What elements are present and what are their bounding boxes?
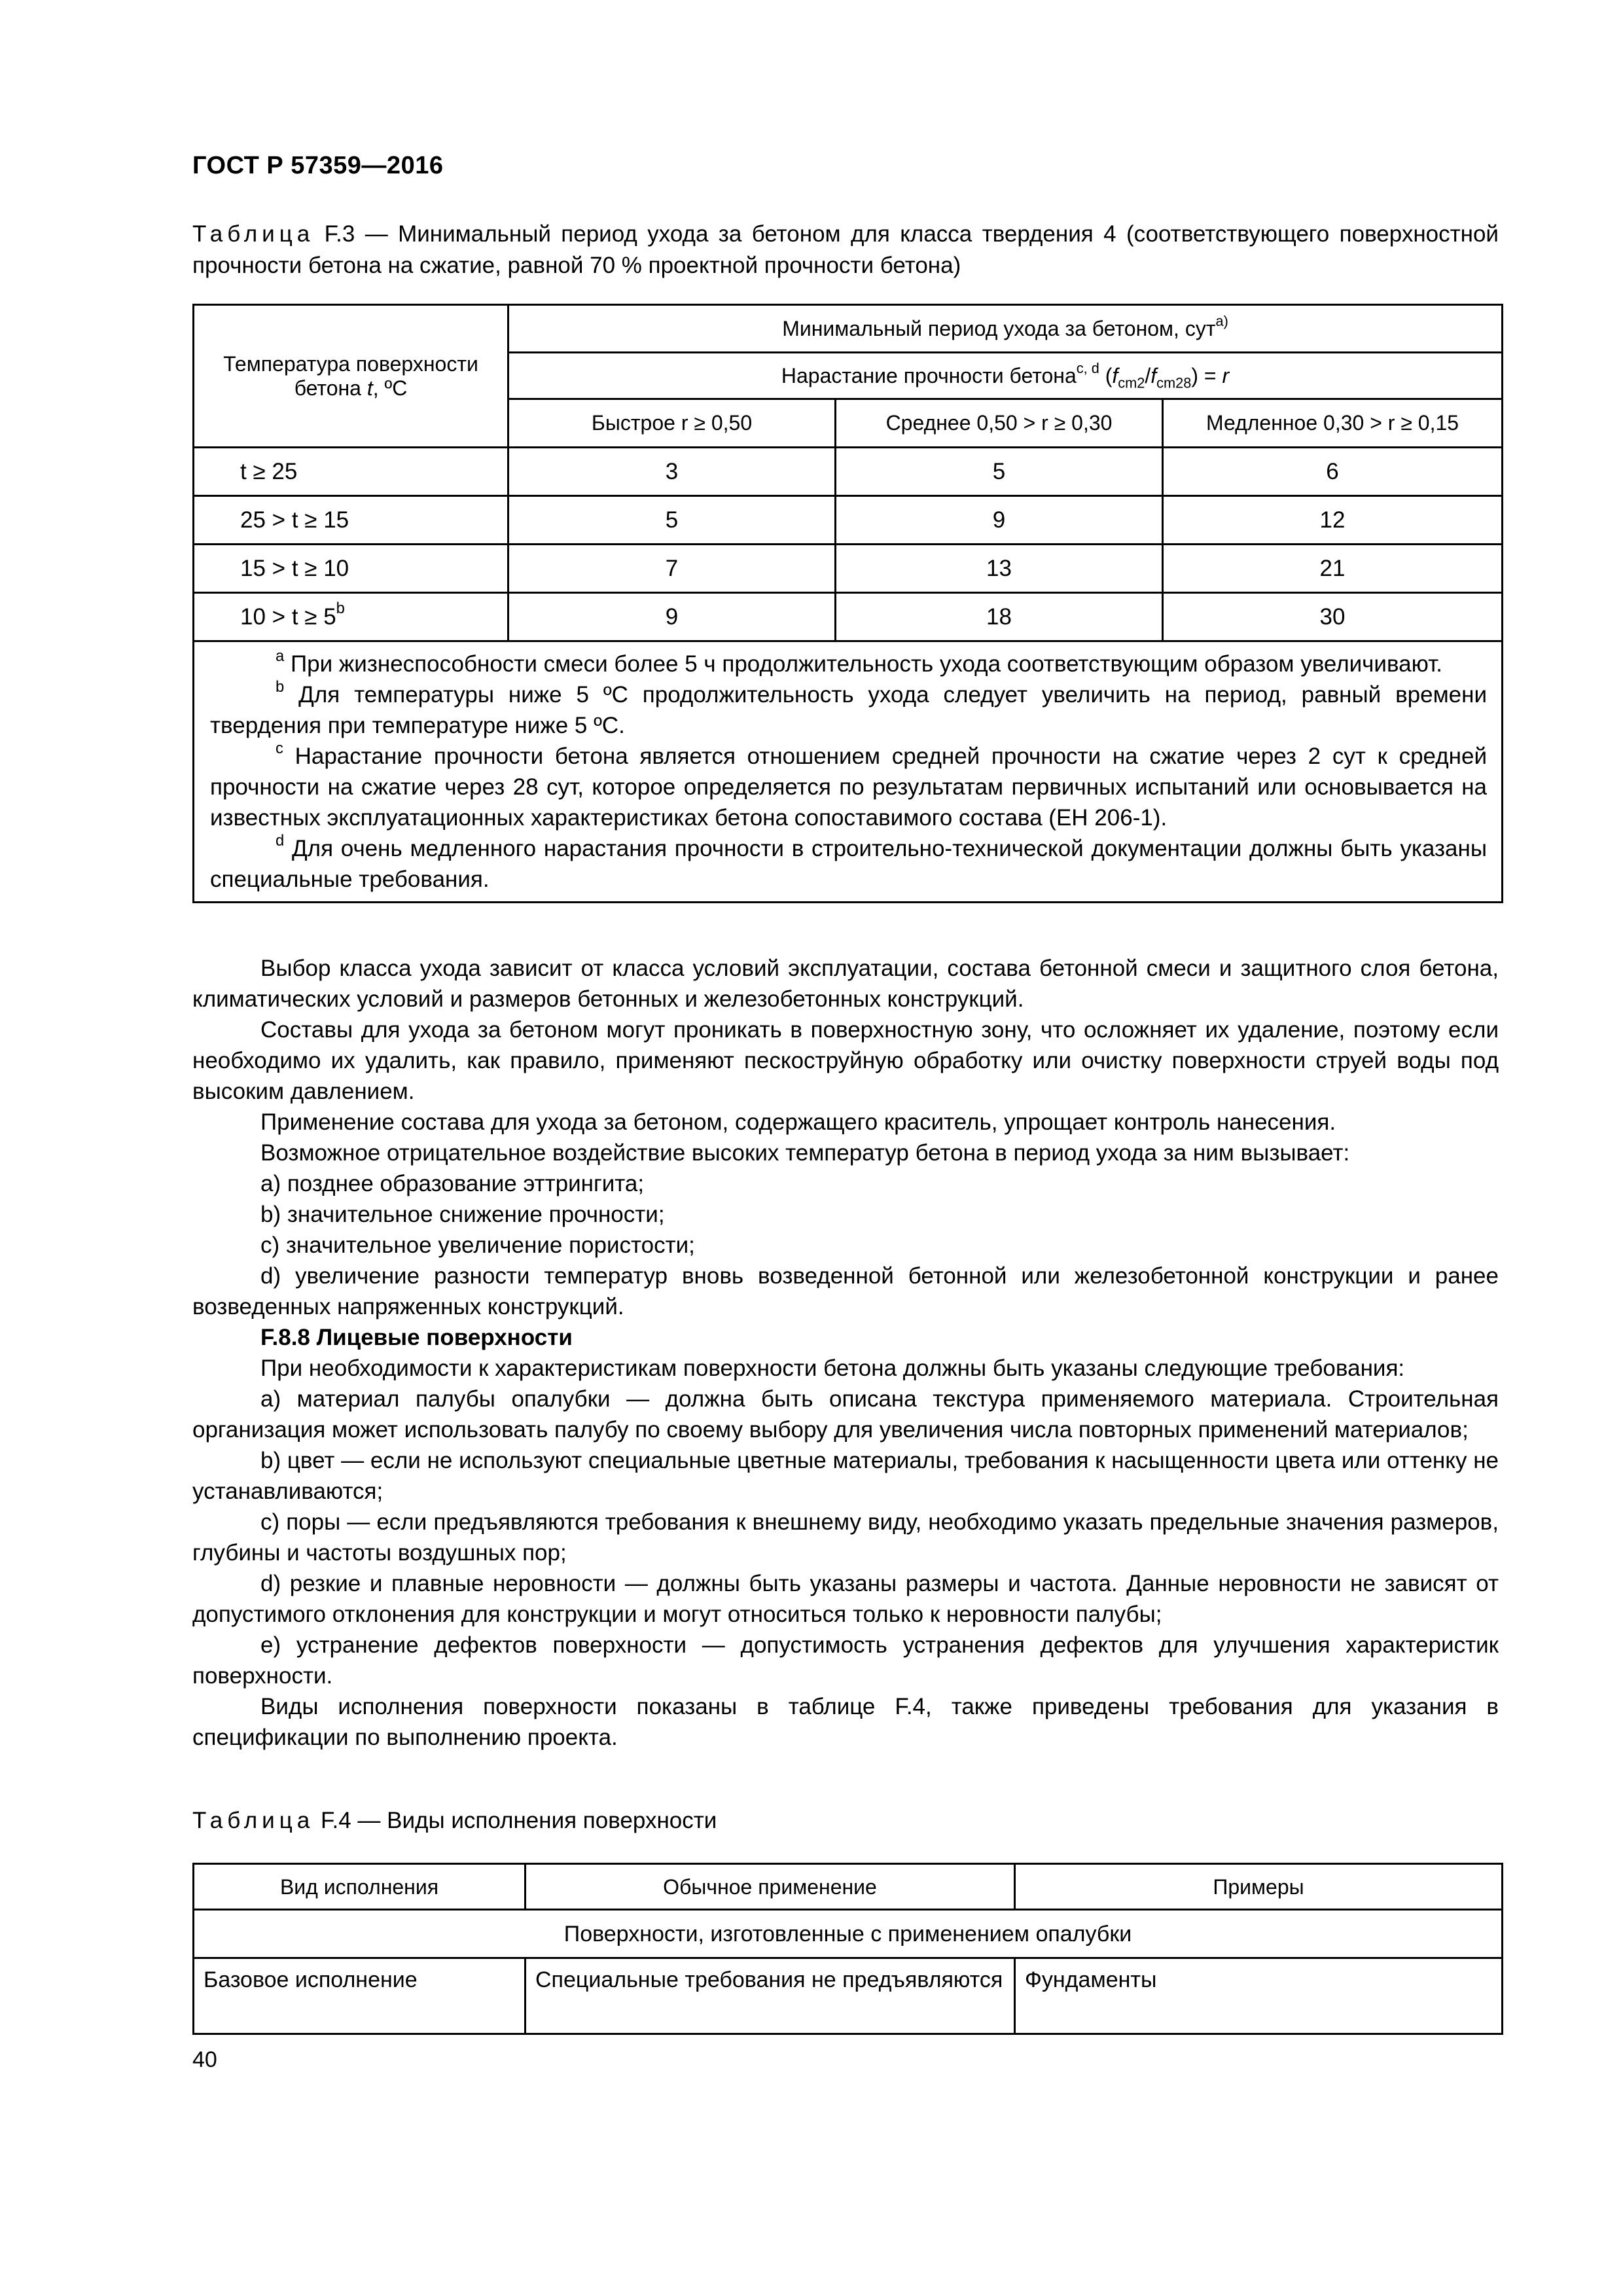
table-f3-cell: 5 (836, 448, 1163, 496)
table-f3-temp-cell: $10 > t \ge 5^b$ (194, 593, 508, 641)
paragraph: Возможное отрицательное воздействие высоких температур бетона в период ухода за ним вызывает: (260, 1140, 1350, 1166)
table-f3-head-slow: Медленное 0,30 > r ≥ 0,15 (1163, 399, 1503, 448)
paragraph: Виды исполнения поверхности показаны в таблице F.4, также приведены требования для указания в спецификации по выполнению проекта. (192, 1694, 1499, 1750)
table-f3-note-c: $^c$ Нарастание прочности бетона является отношением средней прочности на сжатие через 2 сут к средней прочности на сжатие через 28 сут, которое определяется по результатам первичных испытаний или основывается на известных эксплуатационных характеристиках бетона сопоставимого состава (ЕН 206-1). (210, 739, 1488, 831)
table-f3-cell: 5 (508, 496, 836, 545)
table-f3-head-fast: Быстрое r ≥ 0,50 (508, 399, 836, 448)
table-f4-head-examples: Примеры (1015, 1864, 1503, 1910)
table-row (194, 448, 1503, 496)
paragraph: Выбор класса ухода зависит от класса условий эксплуатации, состава бетонной смеси и защитного слоя бетона, климатических условий и размеров бетонных и железобетонных конструкций. (192, 956, 1499, 1012)
table-f4-caption-text: — Виды исполнения поверхности (351, 1808, 717, 1833)
table-f3-head-medium: Среднее 0,50 > r ≥ 0,30 (836, 399, 1163, 448)
table-f4-caption-number: F.4 (320, 1808, 351, 1833)
section-heading: F.8.8 Лицевые поверхности (260, 1325, 573, 1350)
table-row (194, 593, 1503, 641)
list-item: a) позднее образование эттрингита; (260, 1171, 645, 1196)
table-f3-caption-number: F.3 (324, 221, 355, 247)
table-f3-head-min-period: Минимальный период ухода за бетоном, сут$^{a)}$ (508, 305, 1503, 353)
list-item: d) увеличение разности температур вновь возведенной бетонной или железобетонной конструкции и ранее возведенных напряженных конструкций. (192, 1263, 1499, 1319)
table-f3-head-temperature: Температура поверхности бетона t, ºС (194, 305, 508, 448)
table-f4-cell: Базовое исполнение (194, 1958, 526, 2034)
table-f3-note-a: $^a$ При жизнеспособности смеси более 5 ч продолжительность ухода соответствующим образом увеличивают. (276, 647, 1442, 677)
table-f3-cell: 12 (1163, 496, 1503, 545)
table-f3-cell: 21 (1163, 545, 1503, 593)
table-f3-cell: 9 (836, 496, 1163, 545)
table-f4-head-use: Обычное применение (526, 1864, 1015, 1910)
table-f3-cell: 3 (508, 448, 836, 496)
table-f3-caption-text: — Минимальный период ухода за бетоном для класса твердения 4 (соответствующего поверхностной прочности бетона на сжатие, равной 70 % проектной прочности бетона) (192, 221, 1499, 278)
table-f4-cell: Специальные требования не предъявляются (526, 1958, 1015, 2034)
table-row (194, 1958, 1503, 2034)
table-f4-section: Поверхности, изготовленные с применением опалубки (194, 1910, 1503, 1958)
list-item: c) поры — если предъявляются требования к внешнему виду, необходимо указать предельные значения размеров, глубины и частоты воздушных пор; (192, 1509, 1499, 1566)
paragraph: При необходимости к характеристикам поверхности бетона должны быть указаны следующие требования: (260, 1355, 1405, 1381)
table-row (194, 545, 1503, 593)
page-number: 40 (192, 2047, 217, 2072)
list-item: b) значительное снижение прочности; (260, 1202, 665, 1227)
table-f3 (192, 304, 1503, 903)
table-f3-caption (192, 219, 1499, 281)
table-f3-cell: 30 (1163, 593, 1503, 641)
table-f4 (192, 1863, 1503, 2035)
table-f3-cell: 7 (508, 545, 836, 593)
list-item: d) резкие и плавные неровности — должны быть указаны размеры и частота. Данные неровности не зависят от допустимого отклонения для конструкции и могут относиться только к неровности палубы; (192, 1571, 1499, 1627)
table-f3-note-d: $^d$ Для очень медленного нарастания прочности в строительно-технической документации должны быть указаны специальные требования. (210, 831, 1488, 892)
table-f3-temp-cell: t ≥ 25 (194, 448, 508, 496)
table-row (194, 496, 1503, 545)
list-item: c) значительное увеличение пористости; (260, 1232, 695, 1258)
table-f3-cell: 9 (508, 593, 836, 641)
table-f4-cell: Фундаменты (1015, 1958, 1503, 2034)
document-code: ГОСТ Р 57359—2016 (192, 152, 444, 179)
table-f3-cell: 6 (1163, 448, 1503, 496)
paragraph: Применение состава для ухода за бетоном, содержащего краситель, упрощает контроль нанесения. (260, 1109, 1336, 1135)
paragraph: Составы для ухода за бетоном могут проникать в поверхностную зону, что осложняет их удаление, поэтому если необходимо их удалить, как правило, применяют пескоструйную обработку или очистку поверхности струей воды под высоким давлением. (192, 1017, 1499, 1104)
table-f3-notes (194, 641, 1503, 903)
table-f3-note-b: $^b$ Для температуры ниже 5 ºС продолжительность ухода следует увеличить на период, равный времени твердения при температуре ниже 5 ºС. (210, 677, 1488, 738)
table-f4-caption (192, 1805, 1499, 1837)
table-f3-cell: 18 (836, 593, 1163, 641)
body-text (192, 953, 1499, 1753)
list-item: b) цвет — если не используют специальные цветные материалы, требования к насыщенности цвета или оттенку не устанавливаются; (192, 1448, 1499, 1504)
table-f3-caption-label: Таблица (192, 221, 315, 247)
table-f4-caption-label: Таблица (192, 1808, 315, 1833)
table-f3-temp-cell: 15 > t ≥ 10 (194, 545, 508, 593)
list-item: e) устранение дефектов поверхности — допустимость устранения дефектов для улучшения характеристик поверхности. (192, 1632, 1499, 1689)
list-item: a) материал палубы опалубки — должна быть описана текстура применяемого материала. Строительная организация может использовать палубу по своему выбору для увеличения числа повторных применений материалов; (192, 1386, 1499, 1443)
table-f3-notes-row (194, 641, 1503, 903)
table-f3-head-growth: Нарастание прочности бетона$^{c, d}$ $(f_{cm2}/f_{cm28}) = r$ (508, 353, 1503, 399)
table-f4-head-type: Вид исполнения (194, 1864, 526, 1910)
table-f3-cell: 13 (836, 545, 1163, 593)
table-f3-temp-cell: 25 > t ≥ 15 (194, 496, 508, 545)
